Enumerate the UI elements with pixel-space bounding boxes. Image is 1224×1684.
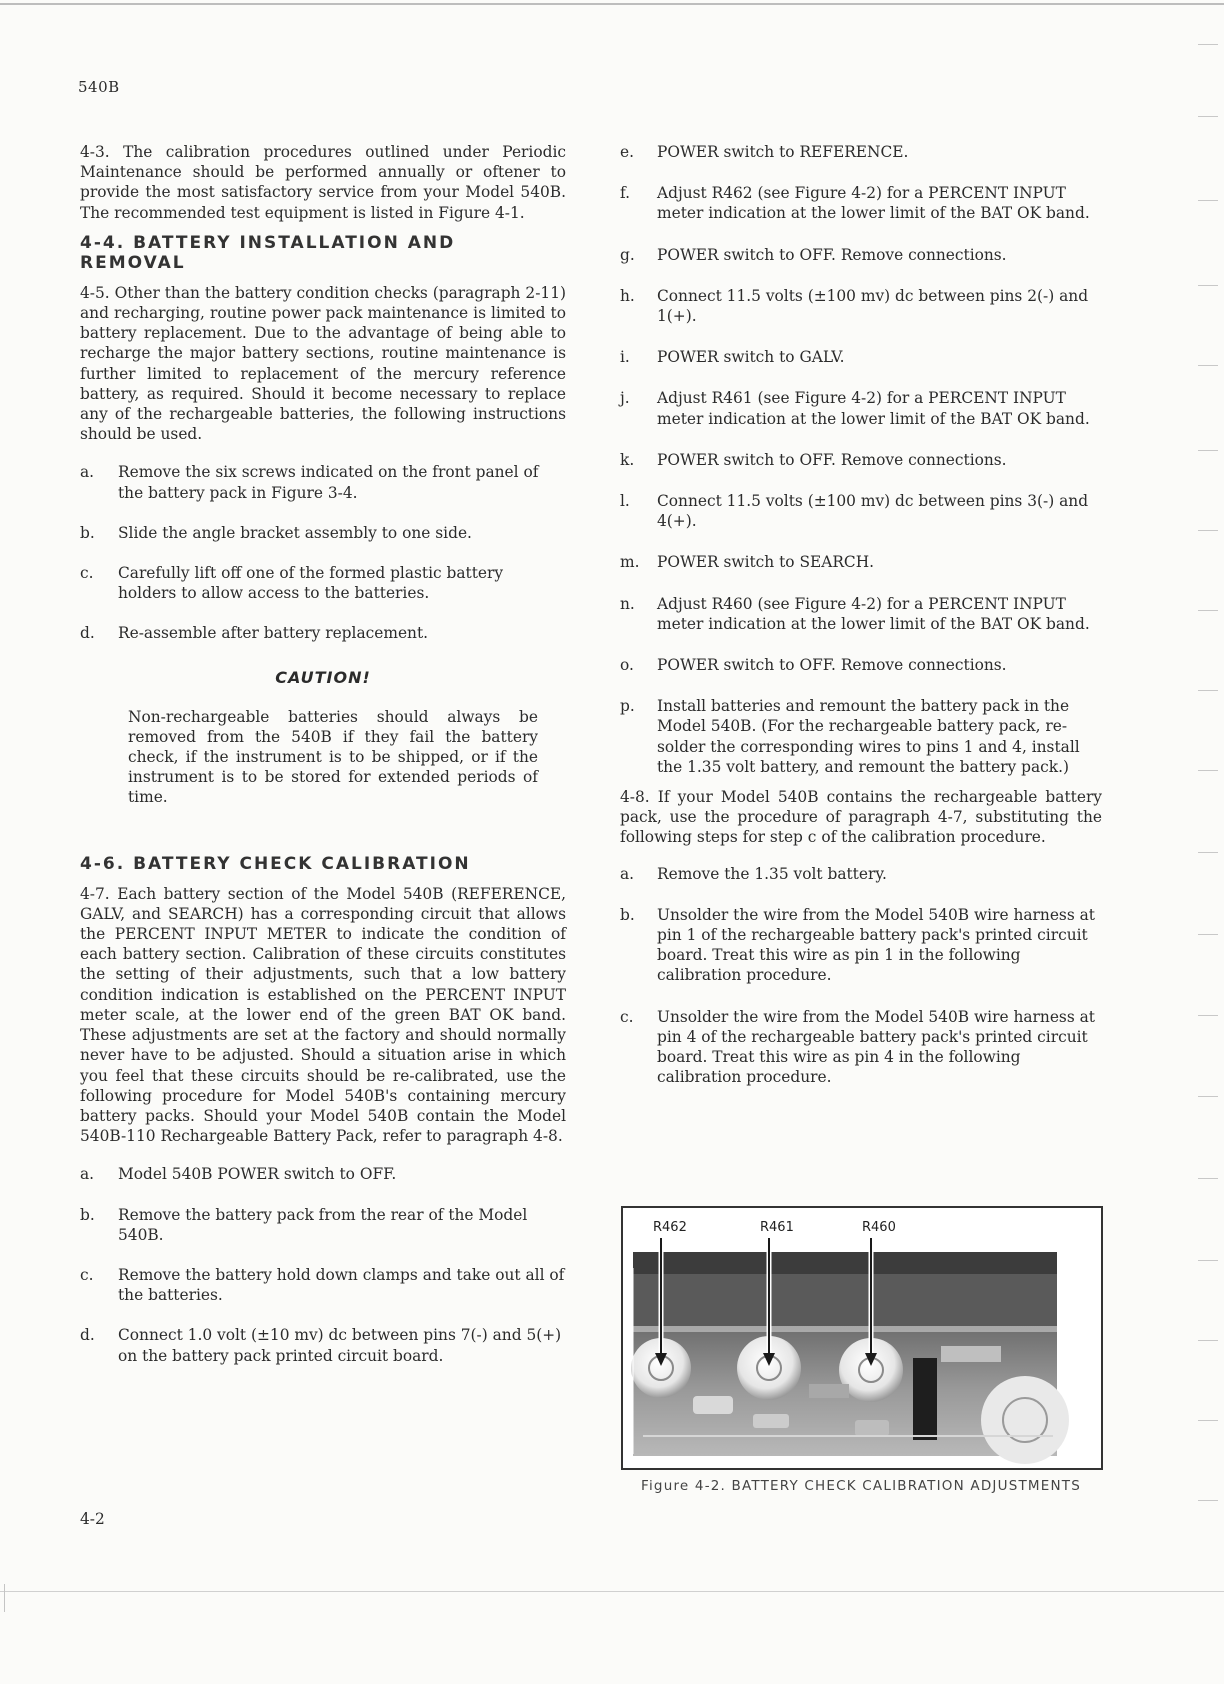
list-item: h. Connect 11.5 volts (±100 mv) dc between pins 2(-) and 1(+). [620, 286, 1089, 326]
edge-mark [1198, 690, 1218, 691]
caution-text: Non-rechargeable batteries should always be removed from the 540B if they fail the battery check, if the instrument is to be shipped, or if the instrument is to be stored for extended periods of time. [128, 707, 538, 807]
list-item: c. Carefully lift off one of the formed plastic battery holders to allow access to the batteries. [80, 564, 504, 603]
label-r461: R461 [760, 1220, 794, 1235]
edge-mark [1198, 1260, 1218, 1261]
paragraph-4-8: 4-8. If your Model 540B contains the rechargeable battery pack, use the procedure of paragraph 4-7, substituting the following steps for step c of the calibration procedure. [620, 788, 1102, 847]
list-item: b. Slide the angle bracket assembly to one side. [80, 523, 472, 542]
list-item: a. Model 540B POWER switch to OFF. [80, 1165, 397, 1184]
list-item: g. POWER switch to OFF. Remove connections. [620, 245, 1007, 264]
edge-mark [4, 1584, 5, 1612]
edge-mark [1198, 1096, 1218, 1097]
edge-mark [1198, 200, 1218, 201]
heading-battery-check-calibration: 4-6. BATTERY CHECK CALIBRATION [80, 853, 471, 874]
label-r462: R462 [653, 1220, 687, 1235]
list-item: j. Adjust R461 (see Figure 4-2) for a PERCENT INPUT meter indication at the lower limit of the BAT OK band. [620, 389, 1090, 428]
edge-mark [1198, 934, 1218, 935]
right-column [620, 142, 1102, 1109]
edge-mark [1198, 116, 1218, 117]
page-header-model: 540B [78, 78, 120, 96]
list-item: d. Connect 1.0 volt (±10 mv) dc between pins 7(-) and 5(+) on the battery pack printed circuit board. [80, 1326, 562, 1365]
figure-caption: Figure 4-2. BATTERY CHECK CALIBRATION ADJUSTMENTS [641, 1478, 1081, 1494]
list-item: k. POWER switch to OFF. Remove connections. [620, 450, 1007, 469]
calibration-steps [80, 1164, 566, 1365]
removal-steps [80, 462, 566, 643]
edge-mark [1198, 1340, 1218, 1341]
edge-mark [1198, 610, 1218, 611]
edge-mark [1198, 1420, 1218, 1421]
caution-title: CAUTION! [275, 667, 371, 687]
rechargeable-steps [620, 864, 1102, 1088]
top-border [0, 3, 1224, 5]
list-item: n. Adjust R460 (see Figure 4-2) for a PERCENT INPUT meter indication at the lower limit of the BAT OK band. [620, 594, 1090, 633]
list-item: e. POWER switch to REFERENCE. [620, 143, 909, 161]
list-item: i. POWER switch to GALV. [620, 348, 845, 367]
edge-mark [1198, 852, 1218, 853]
page-number: 4-2 [80, 1510, 105, 1528]
edge-mark [1198, 44, 1218, 45]
list-item: l. Connect 11.5 volts (±100 mv) dc between pins 3(-) and 4(+). [620, 492, 1089, 531]
calibration-steps-continued [620, 142, 1102, 777]
list-item: b. Unsolder the wire from the Model 540B wire harness at pin 1 of the rechargeable battery pack's printed circuit board. Treat this wire as pin 1 in the following calibration procedure. [620, 905, 1095, 985]
list-item: b. Remove the battery pack from the rear of the Model 540B. [80, 1205, 528, 1244]
paragraph-4-7: 4-7. Each battery section of the Model 540B (REFERENCE, GALV, and SEARCH) has a corresponding circuit that allows the PERCENT INPUT METER to indicate the condition of each battery section. Calibration of these circuits constitutes the setting of their adjustments, such that a low battery condition indication is established on the PERCENT INPUT meter scale, at the lower end of the green BAT OK band. These adjustments are set at the factory and should normally never have to be adjusted. Should a situation arise in which you feel that these circuits should be re-calibrated, use the following procedure for Model 540B's containing mercury battery packs. Should your Model 540B contain the Model 540B-110 Rechargeable Battery Pack, refer to paragraph 4-8. [80, 884, 566, 1146]
list-item: d. Re-assemble after battery replacement. [80, 624, 429, 643]
edge-mark [1198, 365, 1218, 366]
figure-battery-check-photo [621, 1206, 1103, 1470]
list-item: m. POWER switch to SEARCH. [620, 553, 875, 572]
list-item: c. Unsolder the wire from the Model 540B wire harness at pin 4 of the rechargeable battery pack's printed circuit board. Treat this wire as pin 4 in the following calibration procedure. [620, 1007, 1095, 1087]
circuit-board-photo [623, 1208, 1101, 1468]
list-item: c. Remove the battery hold down clamps and take out all of the batteries. [80, 1265, 565, 1305]
edge-mark [1198, 770, 1218, 771]
edge-mark [1198, 1015, 1218, 1016]
edge-mark [1198, 285, 1218, 286]
label-r460: R460 [862, 1220, 896, 1235]
edge-mark [1198, 450, 1218, 451]
list-item: p. Install batteries and remount the battery pack in the Model 540B. (For the rechargeable battery pack, re-solder the corresponding wires to pins 1 and 4, install the 1.35 volt battery, and remount the battery pack.) [620, 697, 1080, 776]
paragraph-4-3: 4-3. The calibration procedures outlined under Periodic Maintenance should be performed annually or oftener to provide the most satisfactory service from your Model 540B. The recommended test equipment is listed in Figure 4-1. [80, 143, 566, 222]
list-item: f. Adjust R462 (see Figure 4-2) for a PERCENT INPUT meter indication at the lower limit of the BAT OK band. [620, 184, 1090, 223]
edge-mark [1198, 1500, 1218, 1501]
list-item: a. Remove the six screws indicated on the front panel of the battery pack in Figure 3-4. [80, 463, 539, 502]
heading-battery-installation: 4-4. BATTERY INSTALLATION AND REMOVAL [80, 232, 456, 273]
edge-mark [1198, 530, 1218, 531]
paragraph-4-5: 4-5. Other than the battery condition checks (paragraph 2-11) and recharging, routine power pack maintenance is limited to battery replacement. Due to the advantage of being able to recharge the major battery sections, routine maintenance is further limited to replacement of the mercury reference battery, as required. Should it become necessary to replace any of the rechargeable batteries, the following instructions should be used. [80, 283, 566, 444]
left-column [80, 142, 566, 1386]
list-item: a. Remove the 1.35 volt battery. [620, 864, 887, 883]
bottom-border [0, 1591, 1224, 1592]
list-item: o. POWER switch to OFF. Remove connections. [620, 656, 1007, 675]
edge-mark [1198, 1178, 1218, 1179]
